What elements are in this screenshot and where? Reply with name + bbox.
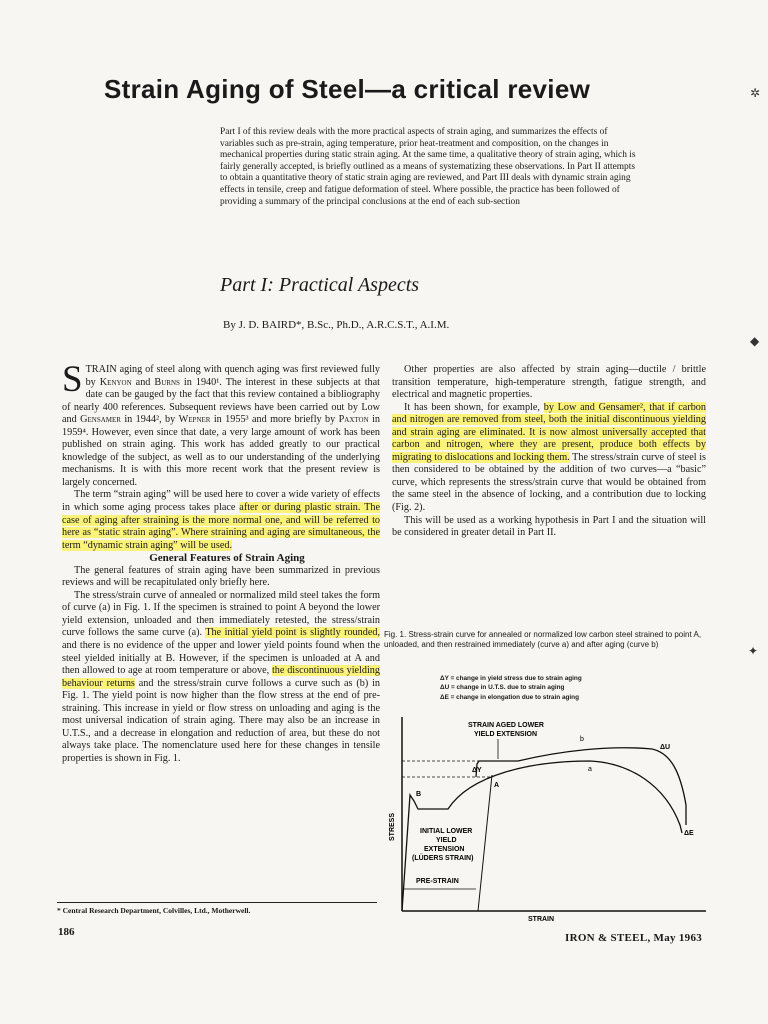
drop-cap: S [62, 359, 83, 400]
paragraph: Other properties are also affected by strain aging—ductile / brittle transition temperature, high-temperature strength, fatigue strength, and electrical and magnetic properties. [392, 364, 706, 401]
prestrain-label: PRE-STRAIN [416, 878, 459, 885]
initial-yield-label: (LÜDERS STRAIN) [412, 855, 474, 862]
paragraph: This will be used as a working hypothesis in Part I and the situation will be considered in greater detail in Part II. [392, 514, 706, 539]
part-title: Part I: Practical Aspects [220, 274, 420, 296]
initial-yield-label: EXTENSION [424, 846, 465, 853]
x-axis-label: STRAIN [528, 916, 555, 923]
paragraph: STRAIN aging of steel along with quench aging was first reviewed fully by Kenyon and Burns in 1940¹. The interest in these subjects at that date can be gauged by the fact that this review contained a bibliography of nearly 400 references. Subsequent reviews have been carried out by Low and Gensamer in 1944², by Wepner in 1955³ and more briefly by Paxton in 1959⁴. However, even since that date, a very large amount of work has been published on strain aging. This work has added greatly to our practical knowledge of the subject, as well as to our understanding of the underlying mechanisms. It is with this more recent work that the present review is largely concerned. [62, 359, 380, 488]
left-column [62, 359, 381, 766]
highlighted-text: after or during plastic strain. The case of aging after straining is the more normal one, and will be referred to here as “static strain aging”. Where straining and aging are simultaneous, the term “dynamic strain aging” will be used. [62, 502, 381, 551]
y-axis-label: STRESS [389, 812, 396, 841]
right-column [392, 364, 706, 540]
paragraph: The general features of strain aging have been summarized in previous reviews and will be recapitulated only briefly here. [62, 564, 380, 589]
journal-footer: IRON & STEEL, May 1963 [565, 932, 703, 944]
initial-yield-label: YIELD [436, 837, 457, 844]
byline: By J. D. BAIRD*, B.Sc., Ph.D., A.R.C.S.T., A.I.M. [223, 319, 450, 331]
abstract: Part I of this review deals with the more practical aspects of strain aging, and summarizes the effects of variables such as pre-strain, aging temperature, prior heat-treatment and composition, on the changes in mechanical properties during static strain aging. At the same time, a qualitative theory of strain aging, which is fairly generally accepted, is briefly outlined as a means of systematizing these observations. In Part II attempts to obtain a quantitative theory of static strain aging are reviewed, and Part III deals with dynamic strain aging effects in tensile, creep and fatigue deformation of steel. Where possible, the practice has been followed of providing a summary of the principal conclusions at the end of each sub-section [220, 127, 636, 207]
figure-caption: Fig. 1. Stress-strain curve for annealed or normalized low carbon steel strained to point A, unloaded, and then restrained immediately (curve a) and after aging (curve b) [384, 630, 702, 649]
delta-y-label: ΔY [472, 767, 482, 774]
article-title: Strain Aging of Steel—a critical review [104, 74, 591, 104]
footnote: * Central Research Department, Colvilles, Ltd., Motherwell. [57, 902, 377, 915]
highlighted-text: the discontinuous yielding behaviour returns [62, 665, 380, 689]
legend-item: ΔU = change in U.T.S. due to strain aging [440, 684, 565, 692]
paragraph: It has been shown, for example, by Low and Gensamer², that if carbon and nitrogen are removed from steel, both the initial discontinuous yielding and strain aging are eliminated. It is now almost universally accepted that carbon and nitrogen, where they are present, produce both effects by migrating to dislocations and locking them. The stress/strain curve of steel is then considered to be obtained by the addition of two curves—a “basic” curve, which represents the stress/strain curve that would be obtained from the same steel in the absence of locking, and a contribution due to locking (Fig. 2). [392, 401, 706, 514]
section-heading: General Features of Strain Aging [149, 552, 305, 565]
paragraph: The term “strain aging” will be used here to cover a wide variety of effects in which some aging process takes place after or during plastic strain. The case of aging after straining is the more normal one, and will be referred to here as “static strain aging”. Where straining and aging are simultaneous, the term “dynamic strain aging” will be used. [62, 489, 381, 551]
edge-mark-icon: ✲ [750, 86, 761, 100]
delta-e-label: ΔE [684, 830, 694, 837]
paragraph: The stress/strain curve of annealed or normalized mild steel takes the form of curve (a) in Fig. 1. If the specimen is strained to point A beyond the lower yield extension, unloaded and then immediately retested, the stress/strain curve follows the same curve (a). The initial yield point is slightly rounded, and there is no evidence of the upper and lower yield points found when the steel yielded initially at B. However, if the specimen is unloaded at A and then allowed to age at room temperature or above, the discontinuous yielding behaviour returns and the stress/strain curve follows a curve such as (b) in Fig. 1. The yield point is now higher than the flow stress at the end of pre-straining. This increase in yield or flow stress on unloading and aging is the most universal indication of strain aging. There may also be an increase in U.T.S., and a decrease in elongation and reduction of area, but these do not always take place. The nomenclature used here for these changes in tensile properties is shown in Fig. 1. [62, 589, 380, 764]
unload-line [478, 775, 492, 911]
page-number: 186 [58, 926, 75, 938]
legend-item: ΔE = change in elongation due to strain aging [440, 693, 579, 701]
highlighted-text: The initial yield point is slightly rounded, [205, 627, 380, 639]
edge-mark-icon: ✦ [748, 644, 759, 658]
strain-aged-label: YIELD EXTENSION [474, 731, 538, 738]
point-b-label: B [416, 791, 422, 798]
figure-legend [440, 674, 710, 702]
curve-a [402, 761, 682, 911]
edge-mark-icon: ◆ [750, 334, 760, 348]
initial-yield-label: INITIAL LOWER [420, 828, 473, 835]
point-a-label: A [494, 782, 500, 789]
highlighted-text: by Low and Gensamer², that if carbon and nitrogen are removed from steel, both the initial discontinuous yielding and strain aging are eliminated. It is now almost universally accepted that carbon and nitrogen, where they are present, produce both effects by migrating to dislocations and locking them. [392, 401, 706, 463]
legend-item: ΔY = change in yield stress due to strain aging [440, 675, 582, 682]
delta-u-label: ΔU [660, 744, 671, 751]
curve-b-label: b [580, 736, 584, 743]
strain-aged-label: STRAIN AGED LOWER [468, 722, 544, 729]
curve-a-label: a [588, 766, 592, 773]
stress-strain-figure [380, 715, 710, 925]
